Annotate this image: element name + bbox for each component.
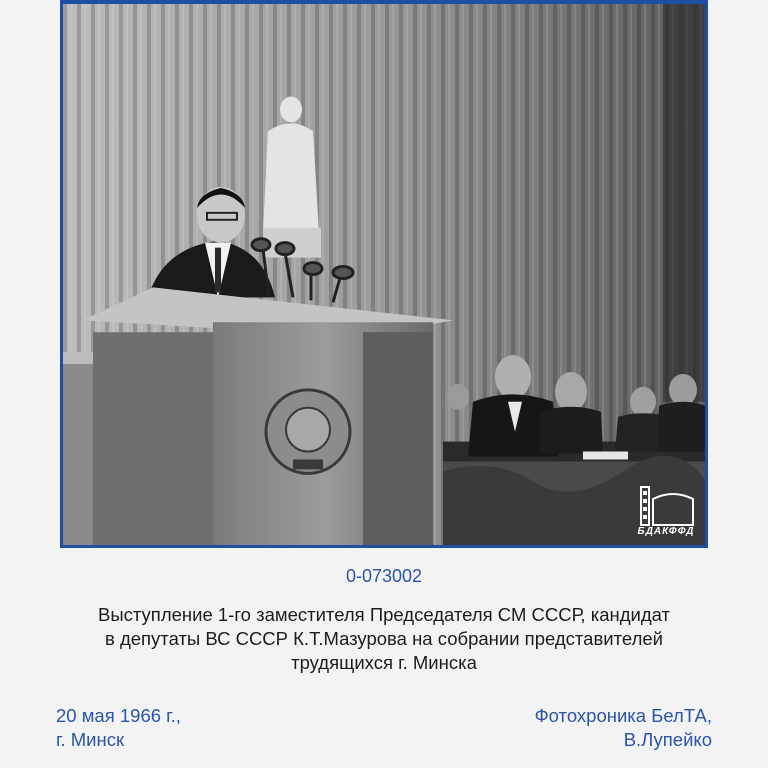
date-text: 20 мая 1966 г., — [56, 705, 181, 726]
credit-author: В.Лупейко — [623, 729, 712, 750]
photo-illustration — [63, 4, 705, 545]
archive-code: 0-073002 — [345, 566, 423, 586]
archive-watermark — [635, 477, 697, 537]
caption-line: в депутаты ВС СССР К.Т.Мазурова на собрании представителей — [104, 628, 663, 649]
place-text: г. Минск — [56, 729, 125, 750]
credit-agency: Фотохроника БелТА, — [534, 705, 712, 726]
date-place — [56, 704, 181, 752]
caption-line: трудящихся г. Минска — [291, 652, 477, 673]
archive-photo — [60, 0, 708, 548]
watermark-text: БДАКФФД — [637, 526, 695, 537]
photo-caption — [30, 603, 738, 675]
caption-line: Выступление 1-го заместителя Председателя СМ СССР, кандидат — [97, 604, 670, 625]
photo-credit — [535, 704, 712, 752]
